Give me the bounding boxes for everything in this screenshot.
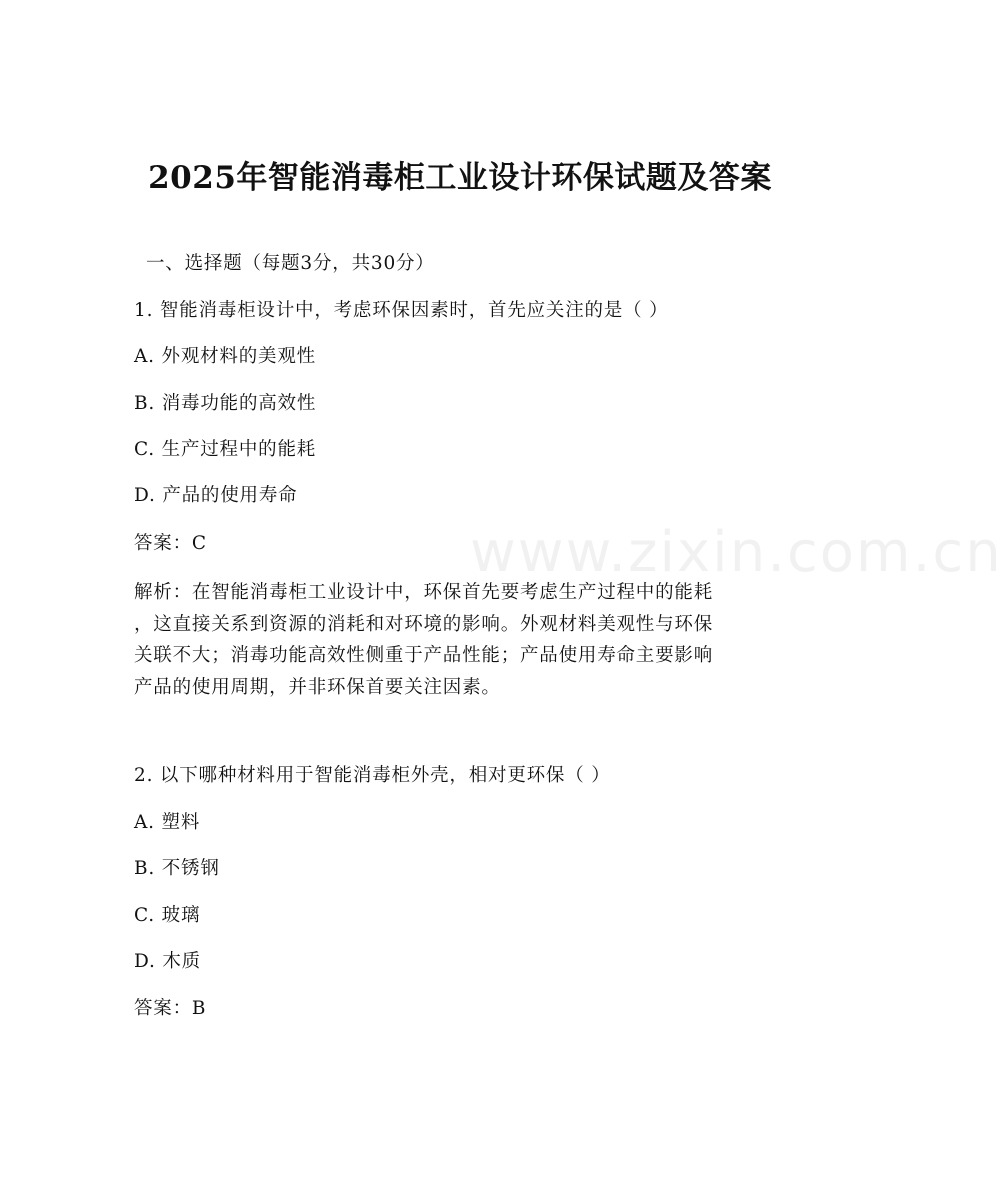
analysis-line: 产品的使用周期，并非环保首要关注因素。	[134, 676, 501, 698]
question-1-option-b: B. 消毒功能的高效性	[134, 393, 317, 414]
question-1-option-a: A. 外观材料的美观性	[134, 346, 316, 367]
question-1-stem: 1. 智能消毒柜设计中，考虑环保因素时，首先应关注的是（ ）	[134, 300, 669, 321]
document-title: 2025年智能消毒柜工业设计环保试题及答案	[148, 160, 772, 196]
question-1-option-c: C. 生产过程中的能耗	[134, 439, 317, 460]
question-2-option-d: D. 木质	[134, 951, 201, 972]
analysis-line: ，这直接关系到资源的消耗和对环境的影响。外观材料美观性与环保	[134, 613, 714, 635]
section-heading: 一、选择题（每题3分，共30分）	[146, 253, 435, 274]
question-1-answer: 答案：C	[134, 533, 207, 554]
question-2-stem: 2. 以下哪种材料用于智能消毒柜外壳，相对更环保（ ）	[134, 765, 611, 786]
question-2-option-c: C. 玻璃	[134, 905, 201, 926]
question-2-option-b: B. 不锈钢	[134, 858, 220, 879]
analysis-line: 解析：在智能消毒柜工业设计中，环保首先要考虑生产过程中的能耗	[134, 582, 714, 603]
question-1-option-d: D. 产品的使用寿命	[134, 485, 298, 506]
question-2-option-a: A. 塑料	[134, 812, 201, 833]
question-2-answer: 答案：B	[134, 998, 207, 1019]
analysis-line: 关联不大；消毒功能高效性侧重于产品性能；产品使用寿命主要影响	[134, 645, 714, 666]
question-1-analysis	[134, 577, 774, 703]
watermark: www.zixin.com.cn	[470, 520, 1003, 585]
